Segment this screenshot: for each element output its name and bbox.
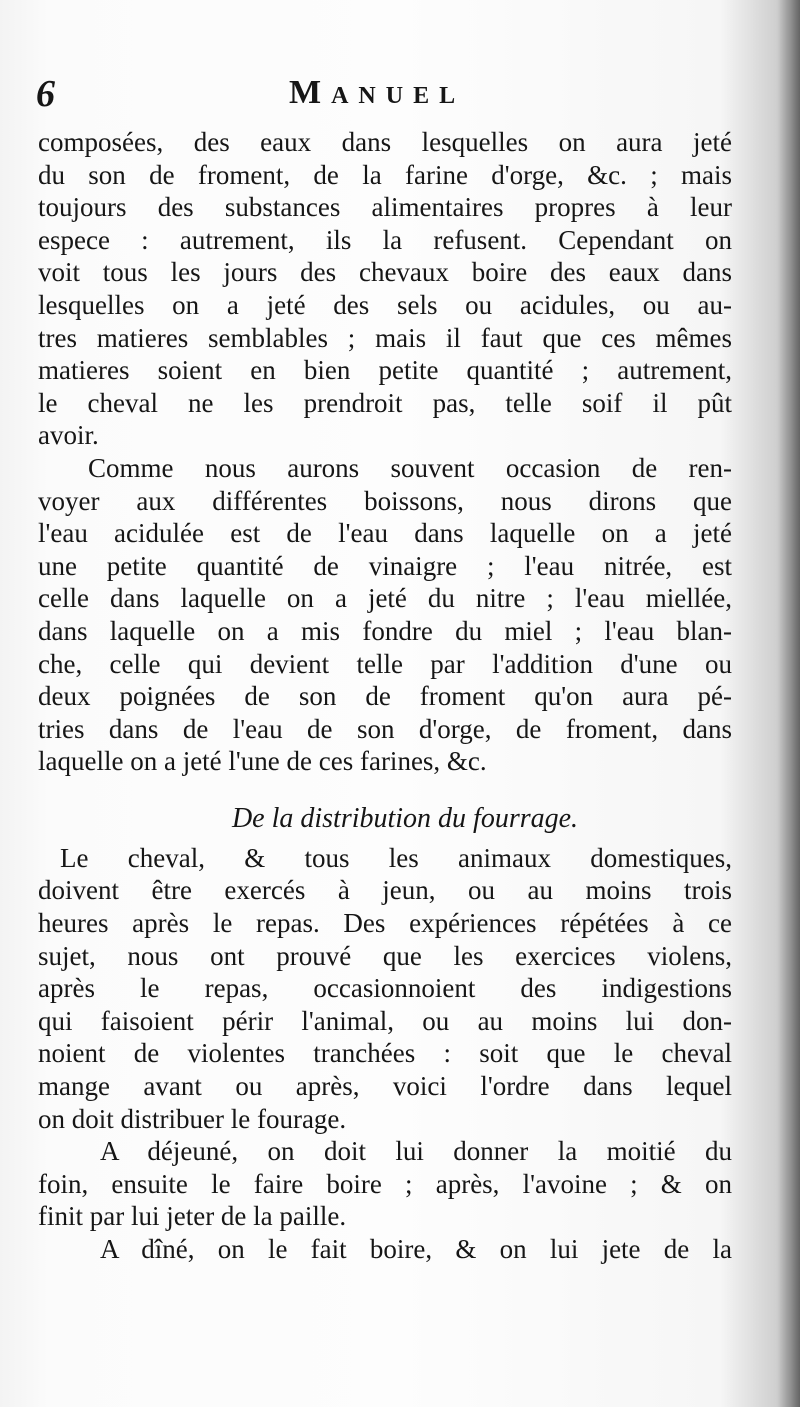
text-line: tres matieres semblables ; mais il faut que ces mêmes xyxy=(38,322,732,353)
text-line: toujours des substances alimentaires propres à leur xyxy=(38,192,732,223)
text-line: tries dans de l'eau de son d'orge, de froment, dans xyxy=(38,713,732,744)
text-line: espece : autrement, ils la refusent. Cependant on xyxy=(38,224,732,255)
text-line: dans laquelle on a mis fondre du miel ; l'eau blan- xyxy=(38,615,732,646)
page-header xyxy=(36,72,736,122)
text-line: on doit distribuer le fourage. xyxy=(38,1103,347,1134)
text-line: noient de violentes tranchées : soit que le cheval xyxy=(38,1038,732,1069)
text-line: che, celle qui devient telle par l'addition d'une ou xyxy=(38,648,732,679)
page-number: 6 xyxy=(36,73,55,115)
text-line: voit tous les jours des chevaux boire des eaux dans xyxy=(38,257,732,288)
text-line: sujet, nous ont prouvé que les exercices violens, xyxy=(38,940,732,971)
body-text xyxy=(38,126,732,1266)
text-line: lesquelles on a jeté des sels ou acidules, ou au- xyxy=(38,289,732,320)
text-line: mange avant ou après, voici l'ordre dans lequel xyxy=(38,1071,732,1102)
paragraph-5 xyxy=(38,1233,732,1266)
paragraph-3 xyxy=(38,842,732,1135)
text-line: l'eau acidulée est de l'eau dans laquelle on a jeté xyxy=(38,518,732,549)
text-line: doivent être exercés à jeun, ou au moins trois xyxy=(38,875,732,906)
text-line: voyer aux différentes boissons, nous dirons que xyxy=(38,485,732,516)
text-line: foin, ensuite le faire boire ; après, l'avoine ; & on xyxy=(38,1168,732,1199)
text-line: composées, des eaux dans lesquelles on aura jeté xyxy=(38,127,732,157)
text-line: matieres soient en bien petite quantité ; autrement, xyxy=(38,355,732,386)
text-line: après le repas, occasionnoient des indigestions xyxy=(38,973,732,1004)
text-line: deux poignées de son de froment qu'on aura pé- xyxy=(38,681,732,712)
text-line: laquelle on a jeté l'une de ces farines, &c. xyxy=(38,746,487,777)
text-line: une petite quantité de vinaigre ; l'eau nitrée, est xyxy=(38,550,732,581)
paragraph-2 xyxy=(38,452,732,778)
page-edge-shadow xyxy=(778,0,800,1407)
text-line: avoir. xyxy=(38,420,99,451)
paragraph-1 xyxy=(38,126,732,452)
section-heading: De la distribution du fourrage. xyxy=(231,802,579,834)
text-line: celle dans laquelle on a jeté du nitre ; l'eau miellée, xyxy=(38,583,732,614)
text-line: A dîné, on le fait boire, & on lui jete de la xyxy=(100,1234,732,1264)
text-line: Comme nous aurons souvent occasion de ren- xyxy=(88,452,732,483)
running-title: Manuel xyxy=(289,74,466,111)
text-line: le cheval ne les prendroit pas, telle soif il pût xyxy=(38,387,732,418)
text-line: A déjeuné, on doit lui donner la moitié du xyxy=(100,1136,732,1167)
text-line: Le cheval, & tous les animaux domestiques, xyxy=(60,842,732,873)
paragraph-4 xyxy=(38,1135,732,1233)
text-line: heures après le repas. Des expériences répétées à ce xyxy=(38,908,732,939)
text-line: du son de froment, de la farine d'orge, &c. ; mais xyxy=(38,159,732,190)
text-line: finit par lui jeter de la paille. xyxy=(38,1201,347,1232)
text-line: qui faisoient périr l'animal, ou au moins lui don- xyxy=(38,1005,732,1036)
